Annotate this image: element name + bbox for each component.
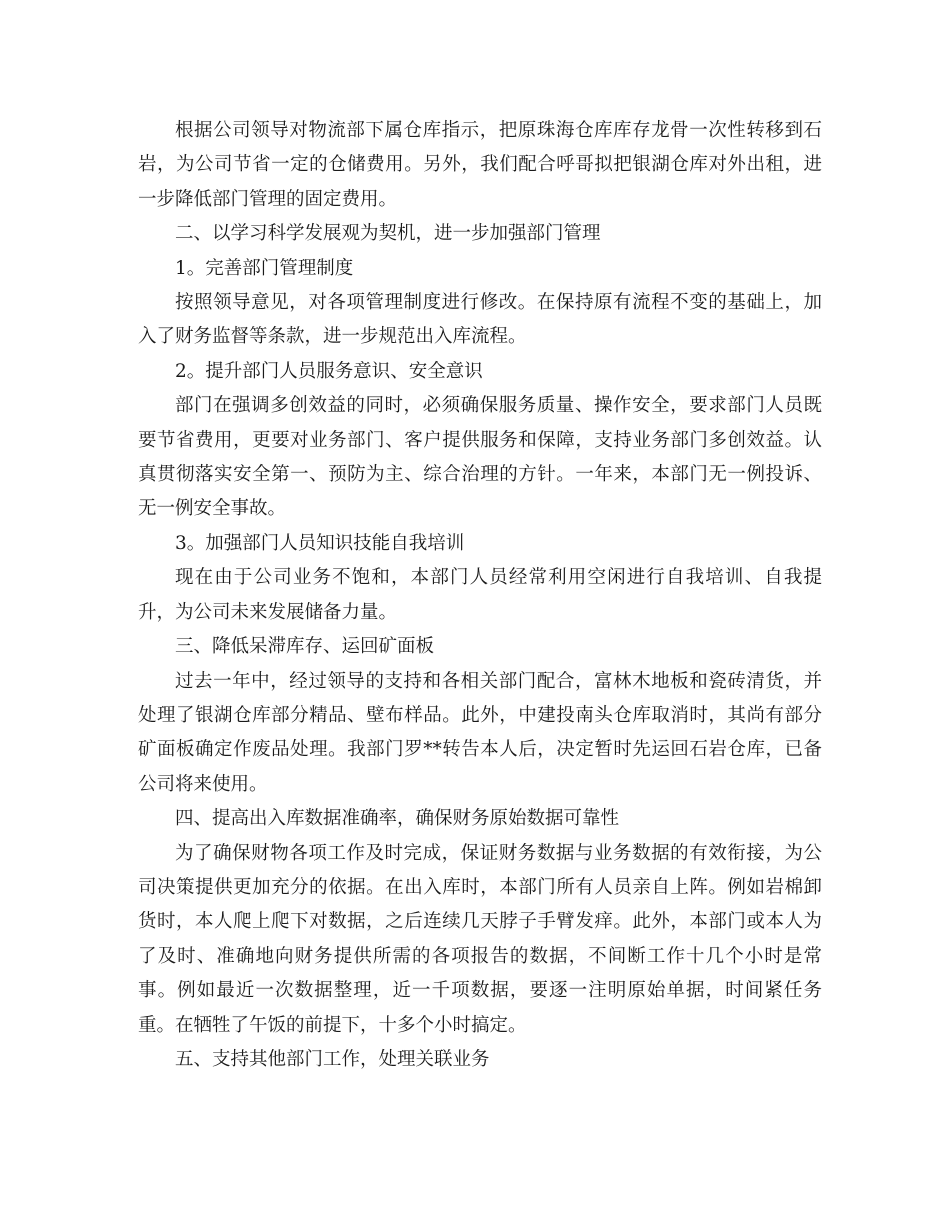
paragraph-self-training: 现在由于公司业务不饱和，本部门人员经常利用空闲进行自我培训、自我提升，为公司未来发展储备力量。 xyxy=(138,567,822,623)
subheading-2-2: 2。提升部门人员服务意识、安全意识 xyxy=(175,360,483,382)
paragraph-warehouse-transfer: 根据公司领导对物流部下属仓库指示，把原珠海仓库库存龙骨一次性转移到石岩，为公司节省一定的仓储费用。另外，我们配合呼哥拟把银湖仓库对外出租，进一步降低部门管理的固定费用。 xyxy=(138,120,822,210)
paragraph-data-accuracy: 为了确保财物各项工作及时完成，保证财务数据与业务数据的有效衔接，为公司决策提供更加充分的依据。在出入库时，本部门所有人员亲自上阵。例如岩棉卸货时，本人爬上爬下对数据，之后连续几天脖子手臂发痒。此外，本部门或本人为了及时、准确地向财务提供所需的各项报告的数据，不间断工作十几个小时是常事。例如最近一次数据整理，近一千项数据，要逐一注明原始单据，时间紧任务重。在牺牲了午饭的前提下，十多个小时搞定。 xyxy=(138,842,822,1036)
paragraph-stock-clearance: 过去一年中，经过领导的支持和各相关部门配合，富林木地板和瓷砖清货，并处理了银湖仓库部分精品、壁布样品。此外，中建投南头仓库取消时，其尚有部分矿面板确定作废品处理。我部门罗**转告本人后，决定暂时先运回石岩仓库，已备公司将来使用。 xyxy=(138,670,822,795)
section-heading-5: 五、支持其他部门工作，处理关联业务 xyxy=(175,1048,490,1070)
section-heading-4: 四、提高出入库数据准确率，确保财务原始数据可靠性 xyxy=(175,808,620,830)
document-body xyxy=(138,114,822,1077)
section-heading-3: 三、降低呆滞库存、运回矿面板 xyxy=(175,636,435,658)
section-heading-2: 二、以学习科学发展观为契机，进一步加强部门管理 xyxy=(175,223,601,245)
paragraph-service-safety: 部门在强调多创效益的同时，必须确保服务质量、操作安全，要求部门人员既要节省费用，更要对业务部门、客户提供服务和保障，支持业务部门多创效益。认真贯彻落实安全第一、预防为主、综合治理的方针。一年来，本部门无一例投诉、无一例安全事故。 xyxy=(138,395,822,520)
paragraph-management-rules: 按照领导意见，对各项管理制度进行修改。在保持原有流程不变的基础上，加入了财务监督等条款，进一步规范出入库流程。 xyxy=(138,292,822,348)
subheading-2-3: 3。加强部门人员知识技能自我培训 xyxy=(175,532,465,554)
subheading-2-1: 1。完善部门管理制度 xyxy=(175,257,354,279)
